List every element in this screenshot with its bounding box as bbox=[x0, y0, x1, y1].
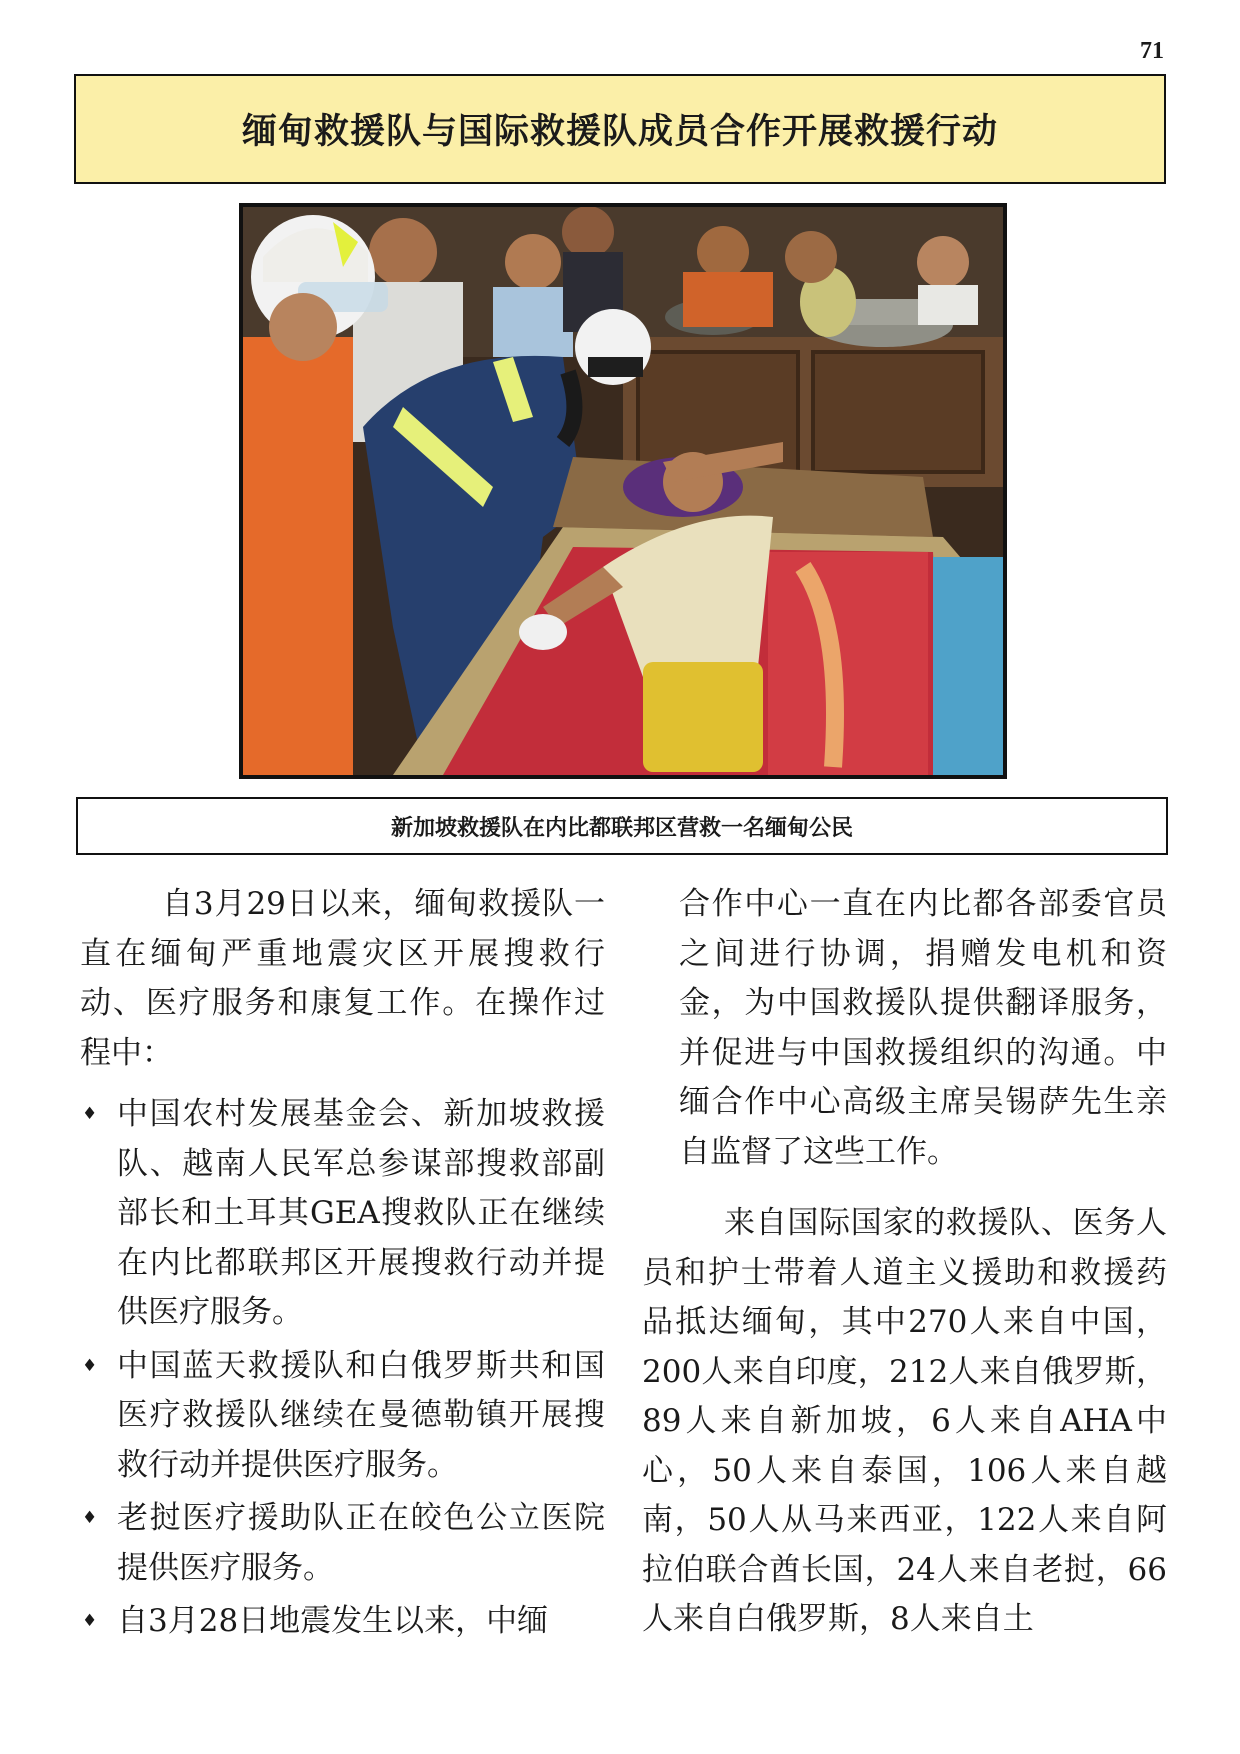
bullet-continuation: 合作中心一直在内比都各部委官员之间进行协调，捐赠发电机和资金，为中国救援队提供翻译服务，并促进与中国救援组织的沟通。中缅合作中心高级主席吴锡萨先生亲自监督了这些工作。 bbox=[679, 886, 1167, 1170]
page-title: 缅甸救援队与国际救援队成员合作开展救援行动 bbox=[241, 112, 998, 152]
page-number: 71 bbox=[1140, 38, 1164, 64]
list-item-text: 自3月28日地震发生以来，中缅 bbox=[117, 1603, 549, 1639]
list-item-text: 中国农村发展基金会、新加坡救援队、越南人民军总参谋部搜救部副部长和土耳其GEA搜救队正在继续在内比都联邦区开展搜救行动并提供医疗服务。 bbox=[117, 1096, 605, 1330]
diamond-bullet-icon: ♦ bbox=[82, 1104, 98, 1124]
diamond-bullet-icon: ♦ bbox=[82, 1355, 98, 1376]
rescue-photo-illustration bbox=[243, 207, 1003, 775]
title-banner bbox=[74, 74, 1166, 184]
list-item-text: 老挝医疗援助队正在皎色公立医院提供医疗服务。 bbox=[117, 1500, 605, 1586]
bullet-list bbox=[80, 1090, 605, 1647]
list-item-text: 中国蓝天救援队和白俄罗斯共和国医疗救援队继续在曼德勒镇开展搜救行动并提供医疗服务。 bbox=[117, 1347, 605, 1483]
news-photo bbox=[239, 203, 1007, 779]
photo-caption bbox=[76, 797, 1168, 855]
caption-text: 新加坡救援队在内比都联邦区营救一名缅甸公民 bbox=[390, 815, 853, 841]
diamond-bullet-icon: ♦ bbox=[82, 1508, 98, 1528]
list-item bbox=[80, 1597, 605, 1647]
diamond-bullet-icon: ♦ bbox=[82, 1611, 98, 1631]
intro-paragraph: 自3月29日以来，缅甸救援队一直在缅甸严重地震灾区开展搜救行动、医疗服务和康复工作。在操作过程中： bbox=[80, 886, 605, 1071]
list-item bbox=[80, 1342, 605, 1491]
body-paragraph: 来自国际国家的救援队、医务人员和护士带着人道主义援助和救援药品抵达缅甸，其中270人来自中国，200人来自印度，212人来自俄罗斯，89人来自新加坡，6人来自AHA中心，50人来自泰国，106人来自越南，50人从马来西亚，122人来自阿拉伯联合酋长国，24人来自老挝，66人来自白俄罗斯，8人来自土 bbox=[642, 1205, 1167, 1637]
list-item bbox=[80, 1494, 605, 1593]
list-item bbox=[80, 1090, 605, 1338]
left-column bbox=[80, 880, 605, 1651]
right-column bbox=[642, 880, 1167, 1645]
